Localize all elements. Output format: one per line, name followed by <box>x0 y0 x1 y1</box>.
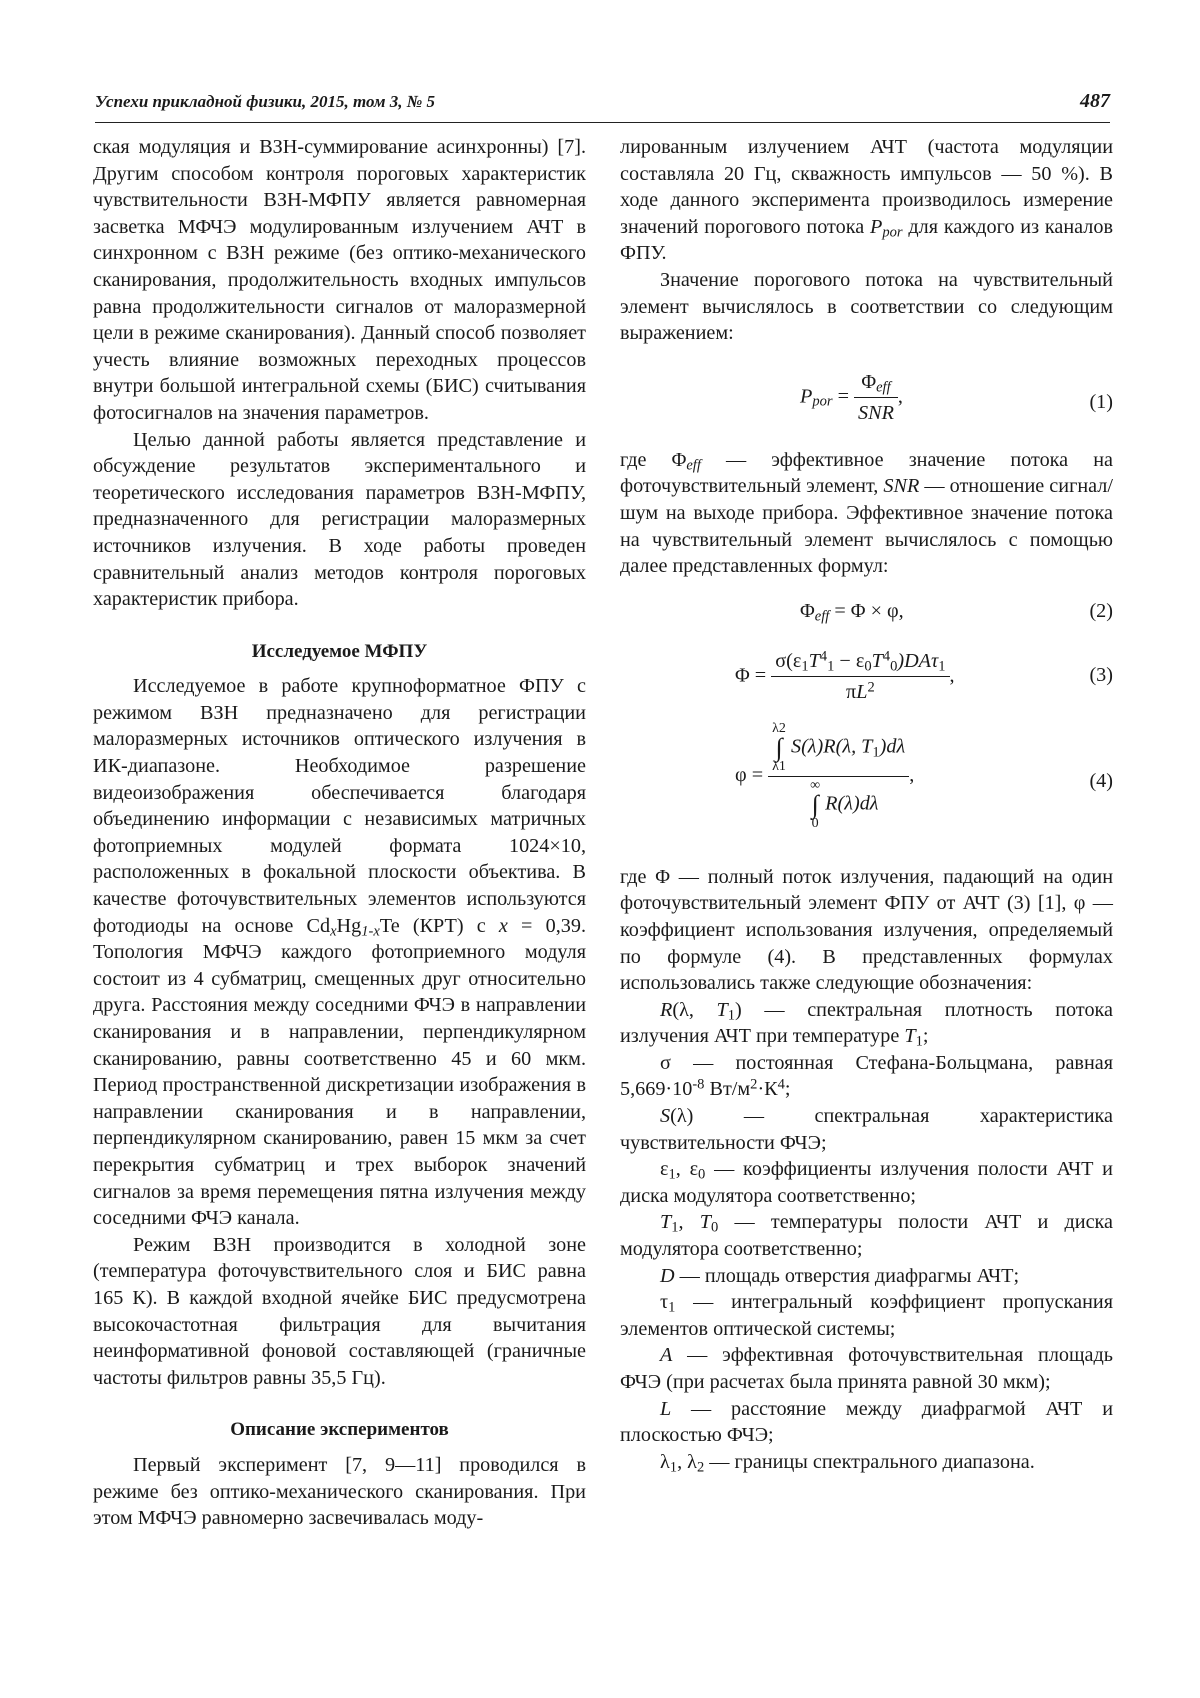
paragraph: Первый эксперимент [7, 9—11] проводился в режиме без оптико-механического сканирования. При этом МФЧЭ равномерно засвечивалась моду- <box>93 1453 586 1530</box>
equation-number: (2) <box>1089 599 1113 622</box>
paragraph: Значение порогового потока на чувствительный элемент вычислялось в соответствии со следующим выражением: <box>620 268 1113 345</box>
definition-item: R(λ, $T_1$) — спектральная плотность потока излучения АЧТ при температуре $T_1$; <box>620 998 1113 1050</box>
left-column <box>93 134 586 1532</box>
paragraph: ская модуляция и ВЗН-суммирование асинхронны) [7]. Другим способом контроля пороговых характеристик чувствительности ВЗН-МФПУ является равномерная засветка МФЧЭ модулированным излучением АЧТ в синхронном с ВЗН режиме (без оптико-механического сканирования, продолжительность входных импульсов равна продолжительности сигналов от малоразмерной цели в режиме сканирования). Данный способ позволяет учесть влияние возможных переходных процессов внутри большой интегральной схемы (БИС) считывания фотосигналов на значения параметров. <box>93 136 586 424</box>
section-heading: Исследуемое МФПУ <box>251 640 428 662</box>
equation-4: φ = λ2 ∫ λ1 S(λ)R(λ, $T_1)d\lambda$ ∞ ∫ 0 R(λ)dλ , (4) <box>735 720 1113 831</box>
equation-1: $P_{por}$ = $\frac{\Phi_{eff}}{\text{SNR}}$ , (1) <box>800 370 1113 425</box>
definition-item: $T_1$, $T_0$ — температуры полости АЧТ и диска модулятора соответственно; <box>620 1211 1114 1261</box>
equation-3: Φ = $\frac{\sigma(\varepsilon_1T^4_1 - \varepsilon_0T^4_0)DA\tau_1}{\pi L^2}$ , (3) <box>735 648 1113 704</box>
definition-item: σ — постоянная Стефана-Больцмана, равная $5,669\cdot 10^{-8}$ $Вт/м^2\cdot К^4$; <box>620 1051 1113 1101</box>
paragraph: Целью данной работы является представление и обсуждение результатов экспериментального и теоретического исследования параметров ВЗН-МФПУ, предназначенного для регистрации малоразмерных источников излучения. В ходе работы проведен сравнительный анализ методов контроля пороговых характеристик прибора. <box>93 428 586 611</box>
page-number: 487 <box>1080 90 1110 112</box>
paragraph: где Φ — полный поток излучения, падающий на один фоточувствительный элемент ФПУ от АЧТ (3) [1], φ — коэффициент использования излучения, определяемый по формуле (4). В представленных формулах использовались также следующие обозначения: <box>620 865 1113 995</box>
definition-item: L — расстояние между диафрагмой АЧТ и плоскостью ФЧЭ; <box>620 1397 1113 1447</box>
equation-number: (1) <box>1089 390 1113 413</box>
definition-item: A — эффективная фоточувствительная площадь ФЧЭ (при расчетах была принята равной 30 мкм); <box>620 1344 1113 1393</box>
paragraph: Исследуемое в работе крупноформатное ФПУ с режимом ВЗН предназначено для регистрации малоразмерных источников оптического излучения в ИК-диапазоне. Необходимое разрешение видеоизображения обеспечивается благодаря объединению информации с независимых матричных фотоприемных модулей формата 1024×10, расположенных в фокальной плоскости объектива. В качестве фоточувствительных элементов используются фотодиоды на основе $Cd_xHg_{1-x}Te$ (КРТ) с x = 0,39. Топология МФЧЭ каждого фотоприемного модуля состоит из 4 субматриц, смещенных друг относительно друга. Расстояния между соседними ФЧЭ в направлении сканирования и в направлении, перпендикулярном сканированию, равны соответственно 45 и 60 мкм. Период пространственной дискретизации изображения в направлении сканирования и в направлении, перпендикулярном сканированию, равен 15 мкм за счет перекрытия субматриц и трех выборок значений сигналов за время перемещения пятна излучения между соседними ФЧЭ канала. <box>93 675 586 1230</box>
definition-item: D — площадь отверстия диафрагмы АЧТ; <box>660 1264 1020 1287</box>
definition-item: S(λ) — спектральная характеристика чувствительности ФЧЭ; <box>620 1105 1113 1154</box>
definition-item: $\varepsilon_1$, $\varepsilon_0$ — коэффициенты излучения полости АЧТ и диска модулятора соответственно; <box>620 1158 1113 1207</box>
definition-item: $\tau_1$ — интегральный коэффициент пропускания элементов оптической системы; <box>620 1291 1113 1340</box>
equation-2: $\Phi_{eff} = \Phi \times \varphi$, (2) <box>800 599 1113 625</box>
paragraph: Режим ВЗН производится в холодной зоне (температура фоточувствительного слоя и БИС равна 165 К). В каждой входной ячейке БИС предусмотрена высокочастотная фильтрация для вычитания неинформативной фоновой составляющей (граничные частоты фильтров равны 35,5 Гц). <box>93 1233 586 1389</box>
right-column <box>620 134 1113 1475</box>
journal-title: Успехи прикладной физики, 2015, том 3, № 5 <box>95 92 436 111</box>
equation-number: (4) <box>1089 769 1113 792</box>
running-header <box>95 88 1110 123</box>
section-heading: Описание экспериментов <box>230 1419 449 1441</box>
paragraph: лированным излучением АЧТ (частота модуляции составляла 20 Гц, скважность импульсов — 50 %). В ходе данного эксперимента производилось измерение значений порогового потока $P_{por}$ для каждого из каналов ФПУ. <box>620 136 1113 265</box>
equation-number: (3) <box>1089 663 1113 686</box>
definition-item: $\lambda_1$, $\lambda_2$ — границы спектрального диапазона. <box>660 1450 1035 1476</box>
paragraph: где $\Phi_{eff}$ — эффективное значение потока на фоточувствительный элемент, SNR — отношение сигнал/шум на выходе прибора. Эффективное значение потока на чувствительный элемент вычислялось с помощью далее представленных формул: <box>620 448 1114 578</box>
